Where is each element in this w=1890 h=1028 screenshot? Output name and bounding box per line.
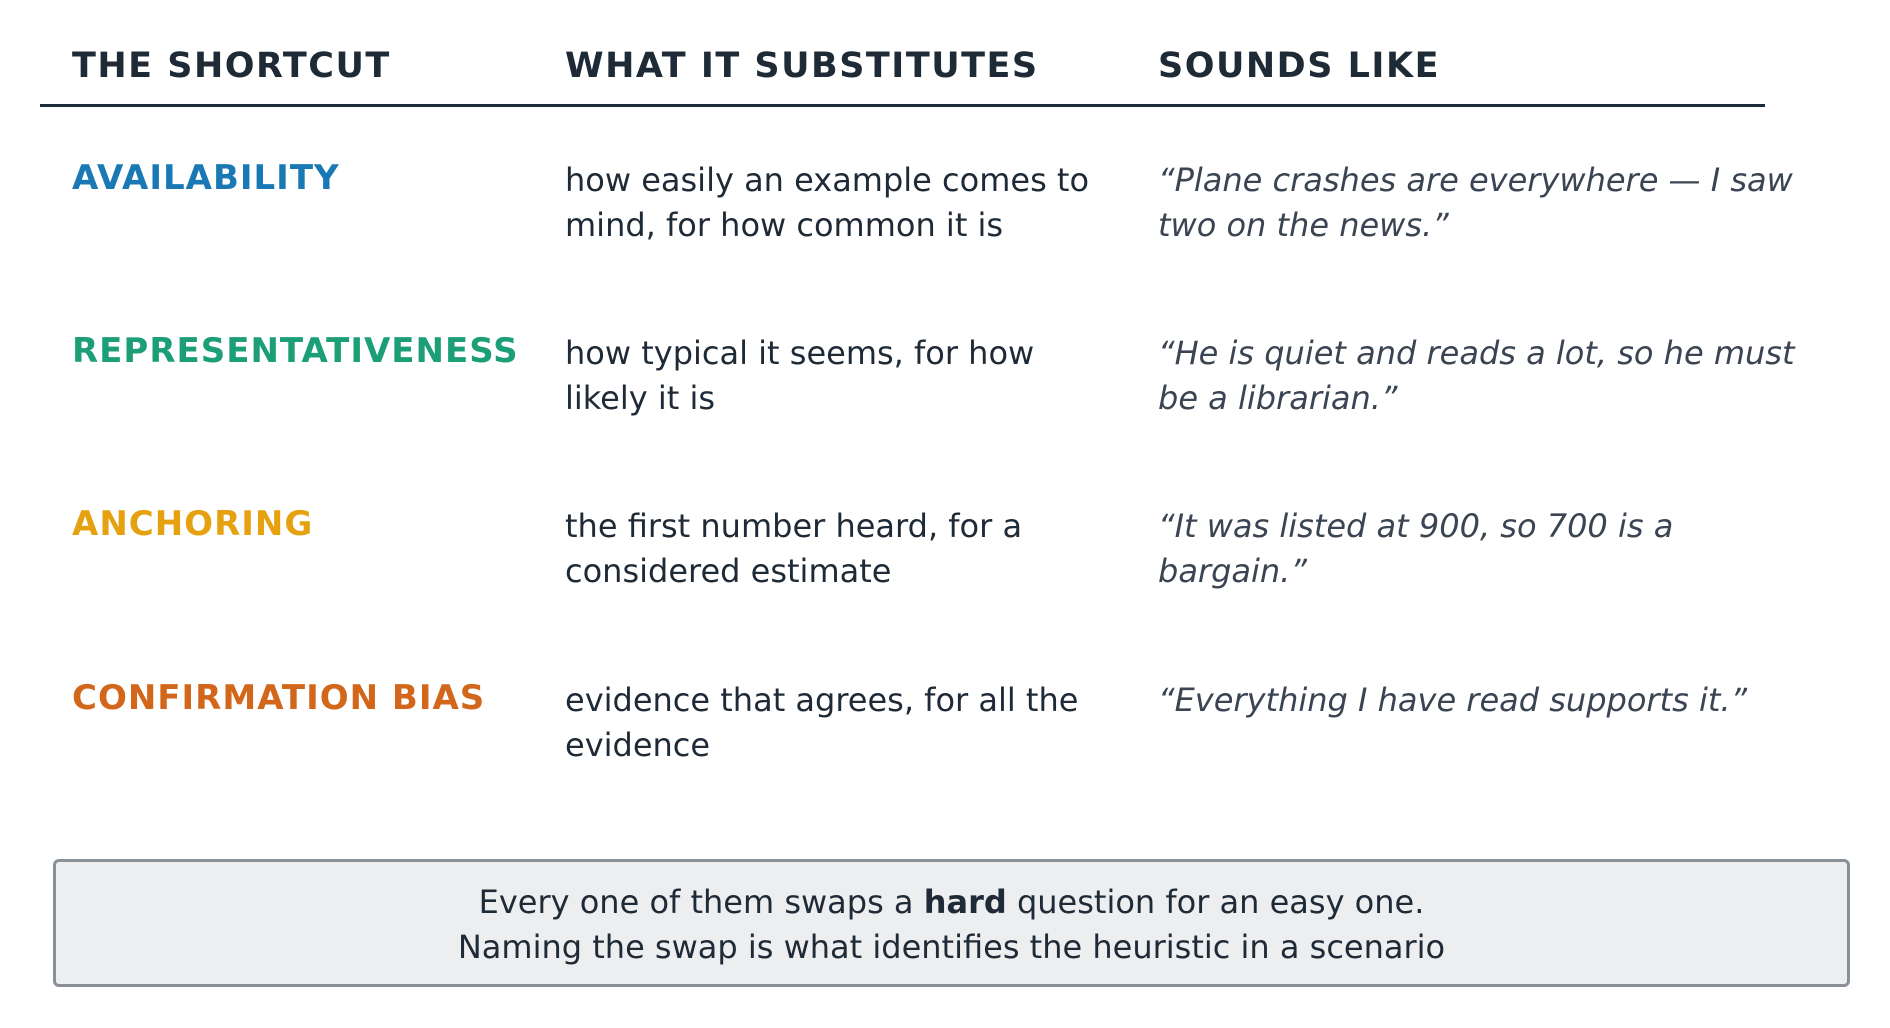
header-sounds-like: SOUNDS LIKE — [1158, 46, 1440, 86]
shortcut-name: REPRESENTATIVENESS — [72, 331, 519, 371]
summary-callout — [53, 859, 1850, 987]
sounds-like-quote: “Everything I have read supports it.” — [1158, 681, 1748, 719]
substitutes-text: evidence that agrees, for all the evidence — [565, 681, 1079, 764]
header-shortcut: THE SHORTCUT — [72, 46, 391, 86]
callout-text-before: Every one of them swaps a — [478, 883, 924, 921]
shortcut-name: CONFIRMATION BIAS — [72, 678, 486, 718]
table-row — [0, 331, 1890, 481]
sounds-like-quote: “He is quiet and reads a lot, so he must be a librarian.” — [1158, 334, 1795, 417]
table-header — [40, 40, 1765, 107]
table-row — [0, 678, 1890, 828]
callout-line-2: Naming the swap is what identifies the heuristic in a scenario — [457, 928, 1446, 966]
sounds-like-quote: “Plane crashes are everywhere — I saw two on the news.” — [1158, 161, 1793, 244]
callout-text-after: question for an easy one. — [1006, 883, 1425, 921]
table-row — [0, 158, 1890, 308]
substitutes-text: how easily an example comes to mind, for how common it is — [565, 161, 1090, 244]
shortcut-name: AVAILABILITY — [72, 158, 340, 198]
callout-line-1 — [56, 880, 1847, 925]
substitutes-text: the first number heard, for a considered estimate — [565, 507, 1023, 590]
table-row — [0, 504, 1890, 654]
header-substitutes: WHAT IT SUBSTITUTES — [565, 46, 1039, 86]
shortcut-name: ANCHORING — [72, 504, 314, 544]
callout-bold-word: hard — [923, 883, 1007, 921]
substitutes-text: how typical it seems, for how likely it is — [565, 334, 1035, 417]
sounds-like-quote: “It was listed at 900, so 700 is a bargain.” — [1158, 507, 1674, 590]
